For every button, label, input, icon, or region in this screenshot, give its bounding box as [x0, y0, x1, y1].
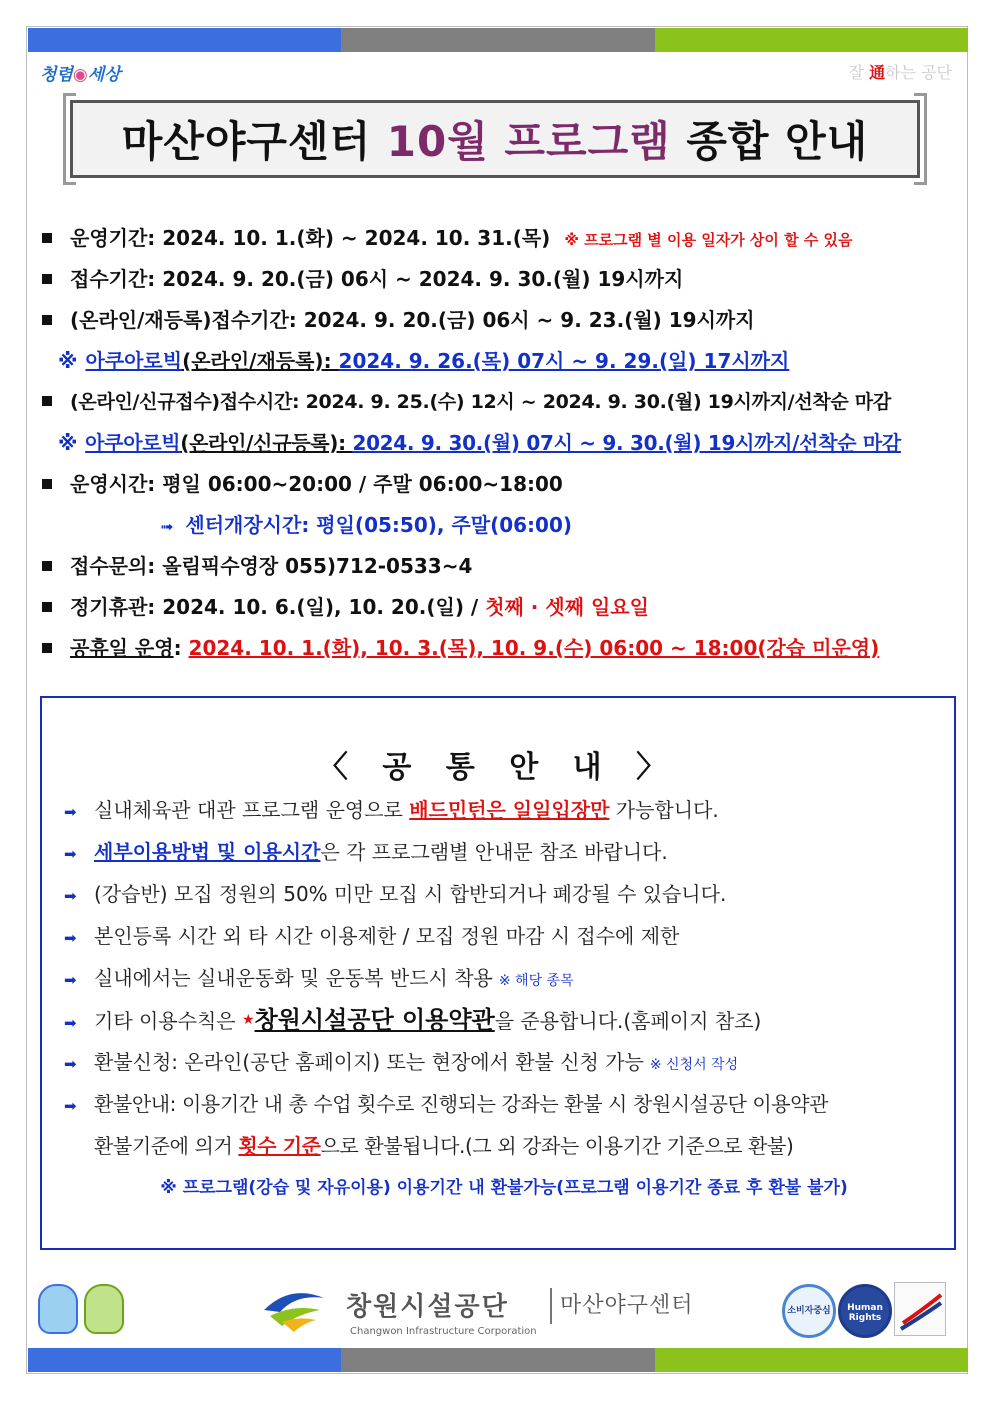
arrow-icon: ➡ — [64, 1055, 77, 1073]
notice-item: ➡ 환불안내: 이용기간 내 총 수업 횟수로 진행되는 강좌는 환불 시 창원시설공단 이용약관 — [64, 1084, 944, 1126]
top-color-band — [28, 28, 968, 52]
info-row-hours: 운영시간: 평일 06:00~20:00 / 주말 06:00~18:00 — [40, 468, 960, 509]
info-row-contact: 접수문의: 올림픽수영장 055)712-0533~4 — [40, 550, 960, 591]
cert-badge-icon — [894, 1282, 946, 1336]
notice-item: ➡ 본인등록 시간 외 타 시간 이용제한 / 모집 정원 마감 시 접수에 제한 — [64, 916, 944, 958]
notice-title: 〈 공 통 안 내 〉 — [317, 750, 679, 785]
common-notice-box — [40, 696, 956, 1250]
notice-item-continued: 환불기준에 의거 횟수 기준으로 환불됩니다.(그 외 강좌는 이용기간 기준으로 환불) — [94, 1134, 794, 1158]
human-rights-cert-icon: Human Rights — [838, 1284, 892, 1338]
title-box — [70, 100, 920, 178]
notice-refund-note: ※ 프로그램(강습 및 자유이용) 이용기간 내 환불가능(프로그램 이용기간 종료 후 환불 불가) — [160, 1178, 848, 1198]
star-icon: ★ — [241, 1012, 255, 1028]
info-row-aqua-renewal: ※ 아쿠아로빅(온라인/재등록): 2024. 9. 26.(목) 07시 ~ 9. 29.(일) 17시까지 — [58, 349, 790, 373]
info-row-holiday: 공휴일 운영: 2024. 10. 1.(화), 10. 3.(목), 10. 9.(수) 06:00 ~ 18:00(강습 미운영) — [40, 632, 960, 673]
org-name: 창원시설공단 — [346, 1292, 509, 1322]
ccm-cert-icon: 소비자중심 — [782, 1284, 836, 1338]
center-name: 마산야구센터 — [560, 1293, 694, 1318]
info-row-closed: 정기휴관: 2024. 10. 6.(일), 10. 20.(일) / 첫째 · 셋째 일요일 — [40, 591, 960, 632]
org-name-en: Changwon Infrastructure Corporation — [350, 1326, 537, 1337]
info-row-registration: 접수기간: 2024. 9. 20.(금) 06시 ~ 2024. 9. 30.(월) 19시까지 — [40, 263, 960, 304]
info-row-online-new: (온라인/신규접수)접수시간: 2024. 9. 25.(수) 12시 ~ 2024. 9. 30.(월) 19시까지/선착순 마감 — [40, 386, 960, 427]
info-row-online-renewal: (온라인/재등록)접수기간: 2024. 9. 20.(금) 06시 ~ 9. 23.(월) 19시까지 — [40, 304, 960, 345]
notice-item: ➡ (강습반) 모집 정원의 50% 미만 모집 시 합반되거나 폐강될 수 있습니다. — [64, 874, 944, 916]
info-row-aqua-new: ※ 아쿠아로빅(온라인/신규등록): 2024. 9. 30.(월) 07시 ~ 9. 30.(월) 19시까지/선착순 마감 — [58, 431, 901, 455]
notice-item: ➡ 세부이용방법 및 이용시간은 각 프로그램별 안내문 참조 바랍니다. — [64, 832, 944, 874]
notice-list — [64, 790, 944, 1208]
notice-item: ➡ 기타 이용수칙은 ★창원시설공단 이용약관을 준용합니다.(홈페이지 참조) — [64, 1000, 944, 1042]
page-title: 마산야구센터 10월 프로그램 종합 안내 — [121, 117, 869, 166]
arrow-icon: ➡ — [64, 929, 77, 947]
arrow-icon: ➡ — [64, 971, 77, 989]
slogan-left: 청렴◉세상 — [40, 65, 121, 85]
notice-item: ➡ 환불신청: 온라인(공단 홈페이지) 또는 현장에서 환불 신청 가능 ※ 신청서 작성 — [64, 1042, 944, 1084]
footer — [28, 1272, 968, 1346]
arrow-icon: ➡ — [64, 845, 77, 863]
arrow-icon: ➡ — [64, 1014, 77, 1032]
slogan-right: 잘 通하는 공단 — [848, 63, 952, 82]
info-row-period: 운영기간: 2024. 10. 1.(화) ~ 2024. 10. 31.(목) ※ 프로그램 별 이용 일자가 상이 할 수 있음 — [40, 222, 960, 263]
divider — [550, 1288, 552, 1324]
arrow-icon: ➡ — [64, 1097, 77, 1115]
notice-item: ➡ 실내에서는 실내운동화 및 운동복 반드시 착용 ※ 해당 종목 — [64, 958, 944, 1000]
arrow-icon: ➡ — [64, 887, 77, 905]
mascot-icon — [38, 1284, 78, 1334]
notice-item: ➡ 실내체육관 대관 프로그램 운영으로 배드민턴은 일일입장만 가능합니다. — [64, 790, 944, 832]
info-row-opening: ➟ 센터개장시간: 평일(05:50), 주말(06:00) — [160, 513, 573, 537]
arrow-icon: ➡ — [64, 803, 77, 821]
corporation-logo-icon — [260, 1280, 330, 1334]
info-list — [40, 222, 960, 673]
bottom-color-band — [28, 1348, 968, 1372]
arrow-icon: ➟ — [160, 517, 174, 536]
mascot-icon — [84, 1284, 124, 1334]
